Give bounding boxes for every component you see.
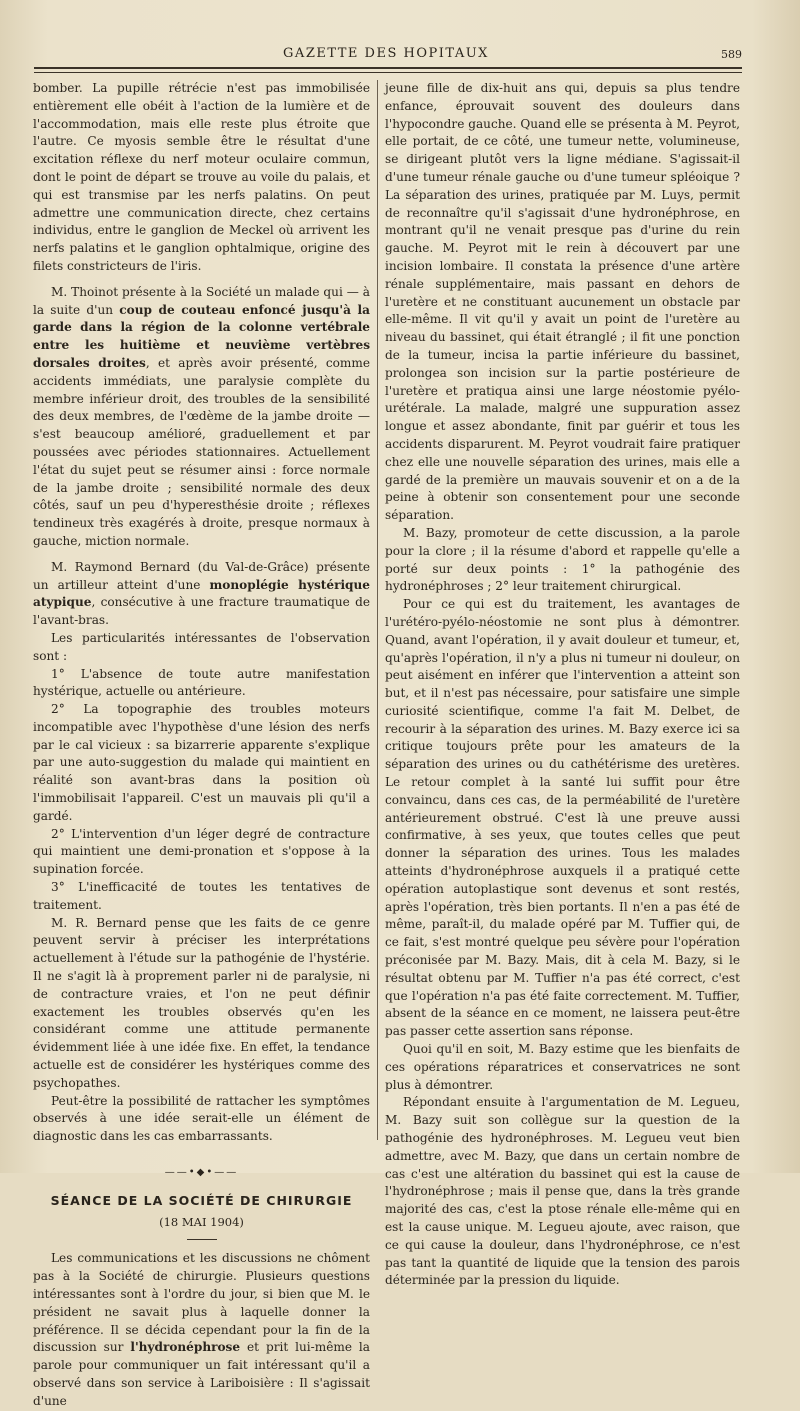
- section-header: [33, 1164, 370, 1240]
- left-column: [33, 80, 370, 1411]
- bold-phrase: coup de couteau enfoncé jusqu'à la garde dans la région de la colonne vertébrale entre les huitième et neuvième vertèbres dorsales droites: [33, 302, 370, 370]
- paragraph-text: , et après avoir présenté, comme accidents immédiats, une paralysie complète du membre inférieur droit, des troubles de la sensibilité des deux membres, de l'œdème de la jambe droite — s'est beaucoup amélioré, graduellement et par poussées avec périodes stationnaires. Actuellement l'état du sujet peut se résumer ainsi : force normale de la jambe droite ; sensibilité normale des deux côtés, sauf un peu d'hyperesthésie droite ; réflexes tendineux très exagérés à droite, presque normaux à gauche, miction normale.: [33, 355, 370, 548]
- paragraph: Quoi qu'il en soit, M. Bazy estime que les bienfaits de ces opérations réparatrices et conservatrices ne sont plus à démontrer.: [385, 1042, 740, 1092]
- paragraph: M. Bazy, promoteur de cette discussion, a la parole pour la clore ; il la résume d'abord et rappelle qu'elle a porté sur deux points : 1° la pathogénie des hydronéphroses ; 2° leur traitement chirurgical.: [385, 525, 740, 594]
- section-date: (18 MAI 1904): [159, 1214, 244, 1229]
- paragraph: M. R. Bernard pense que les faits de ce genre peuvent servir à préciser les interprétations actuellement à l'étude sur la pathogénie de l'hystérie. Il ne s'agit là à proprement parler ni de paralysie, ni de contracture vraies, et l'on ne peut définir exactement les troubles observés qu'en les considérant comme une attitude permanente évidemment liée à une idée fixe. En effet, la tendance actuelle est de considérer les hystériques comme des psychopathes.: [33, 915, 370, 1090]
- short-rule: [187, 1239, 217, 1240]
- paragraph: Répondant ensuite à l'argumentation de M. Legueu, M. Bazy suit son collègue sur la question de la pathogénie des hydronéphroses. M. Legueu veut bien admettre, avec M. Bazy, que dans un certain nombre de cas c'est une altération du bassinet qui est la cause de l'hydronéphrose ; mais il pense que, dans la très grande majorité des cas, c'est la ptose rénale elle-même qui en est la cause unique. M. Legueu ajoute, avec raison, que ce qui cause la douleur, dans l'hydronéphrose, ce n'est pas tant la quantité de liquide que la tension des parois déterminée par la pression du liquide.: [385, 1095, 740, 1288]
- paragraph-text: M. Thoinot présente à la Société un malade qui — à la suite d'un: [33, 284, 370, 317]
- page-number: 589: [721, 48, 742, 61]
- paragraph-text: M. Raymond Bernard (du Val-de-Grâce) présente un artilleur atteint d'une: [33, 559, 370, 592]
- paragraph: Les particularités intéressantes de l'observation sont :: [33, 630, 370, 663]
- column-divider: [377, 80, 378, 1140]
- header-rule-thin: [34, 72, 742, 73]
- paragraph: [33, 559, 370, 630]
- paragraph: 2° La topographie des troubles moteurs incompatible avec l'hypothèse d'une lésion des nerfs par le cal vicieux : sa bizarrerie apparente s'explique par une auto-suggestion du malade qui maintient en réalité son avant-bras dans la position où l'immobilisait l'appareil. C'est un mauvais pli qu'il a gardé.: [33, 702, 370, 823]
- page-header: [30, 44, 742, 66]
- paragraph: jeune fille de dix-huit ans qui, depuis sa plus tendre enfance, éprouvait souvent des douleurs dans l'hypocondre gauche. Quand elle se présenta à M. Peyrot, elle portait, de ce côté, une tumeur nette, volumineuse, se dirigeant plutôt vers la ligne médiane. S'agissait-il d'une tumeur rénale gauche ou d'une tumeur spléoique ? La séparation des urines, pratiquée par M. Luys, permit de reconnaître qu'il s'agissait d'une hydronéphrose, en montrant qu'il ne venait presque pas d'urine du rein gauche. M. Peyrot mit le rein à découvert par une incision lombaire. Il constata la présence d'une artère rénale supplémentaire, mais passant en dehors de l'uretère et ne constituant aucunement un obstacle par elle-même. Il vit qu'il y avait un point de l'uretère au niveau du bassinet, qui était étranglé ; il fit une ponction de la tumeur, incisa la partie inférieure du bassinet, prolongea son incision sur la partie postérieure de l'uretère et pratiqua ainsi une large néostomie pyélo-urétérale. La malade, malgré une suppuration assez longue et assez abondante, finit par guérir et tous les accidents disparurent. M. Peyrot voudrait faire pratiquer chez elle une nouvelle séparation des urines, mais elle a gardé de la première un mauvais souvenir et on a de la peine à obtenir son consentement pour une seconde séparation.: [385, 81, 740, 523]
- paragraph: [33, 1250, 370, 1410]
- ornament: ——•◆•——: [164, 1167, 239, 1179]
- paragraph: 2° L'intervention d'un léger degré de contracture qui maintient une demi-pronation et s'oppose à la supination forcée.: [33, 826, 370, 877]
- section-heading: SÉANCE DE LA SOCIÉTÉ DE CHIRURGIE: [50, 1192, 353, 1208]
- paragraph: Peut-être la possibilité de rattacher les symptômes observés à une idée serait-elle un élément de diagnostic dans les cas embarrassants.: [33, 1093, 370, 1144]
- bold-phrase: monoplégie hystérique atypique: [33, 577, 370, 610]
- bold-phrase: l'hydronéphrose: [130, 1340, 241, 1355]
- paragraph: bomber. La pupille rétrécie n'est pas immobilisée entièrement elle obéit à l'action de la lumière et de l'accommodation, mais elle reste plus étroite que l'autre. Ce myosis semble être le résultat d'une excitation réflexe du nerf moteur oculaire commun, dont le point de départ se trouve au voile du palais, et qui est transmise par les nerfs palatins. On peut admettre une communication directe, chez certains individus, entre le ganglion de Meckel où arrivent les nerfs palatins et le ganglion ophtalmique, origine des filets constricteurs de l'iris.: [33, 81, 370, 273]
- header-rule-thick: [34, 67, 742, 69]
- paragraph-text: et prit lui-même la parole pour communiquer un fait intéressant qu'il a observé dans son service à Lariboisière : Il s'agissait d'une: [33, 1340, 370, 1408]
- paragraph-text: Les communications et les discussions ne chôment pas à la Société de chirurgie. Plusieurs questions intéressantes sont à l'ordre du jour, si bien que M. le président ne savait plus à laquelle donner la préférence. Il se décida cependant pour la fin de la discussion sur: [33, 1251, 370, 1355]
- paragraph: Pour ce qui est du traitement, les avantages de l'urétéro-pyélo-néostomie ne sont plus à démontrer. Quand, avant l'opération, il y avait douleur et tumeur, et, qu'après l'opération, il n'y a plus ni tumeur ni douleur, on peut aisément en inférer que l'intervention a atteint son but, et il n'est pas nécessaire, pour satisfaire une simple curiosité scientifique, comme l'a fait M. Delbet, de recourir à la séparation des urines. M. Bazy exerce ici sa critique toujours prête pour les amateurs de la séparation des urines ou du cathétérisme des uretères. Le retour complet à la santé lui suffit pour être convaincu, dans ces cas, de la perméabilité de l'uretère antérieurement obstrué. C'est là une preuve aussi confirmative, à ses yeux, que toutes celles que peut donner la séparation des urines. Tous les malades atteints d'hydronéphrose auxquels il a pratiqué cette opération autoplastique sont devenus et sont restés, après l'opération, très bien portants. Il n'en a pas été de même, paraît-il, du malade opéré par M. Tuffier qui, de ce fait, s'est montré quelque peu sévère pour l'opération préconisée par M. Bazy. Mais, dit à cela M. Bazy, si le résultat obtenu par M. Tuffier n'a pas été correct, c'est que l'opération n'a pas été faite correctement. M. Tuffier, absent de la séance en ce moment, ne laissera peut-être pas passer cette assertion sans réponse.: [385, 597, 740, 1039]
- journal-title: GAZETTE DES HOPITAUX: [283, 46, 489, 61]
- paragraph-text: , consécutive à une fracture traumatique de l'avant-bras.: [33, 595, 370, 628]
- paragraph: 3° L'inefficacité de toutes les tentatives de traitement.: [33, 880, 370, 912]
- right-column: [385, 80, 740, 1290]
- paragraph: 1° L'absence de toute autre manifestation hystérique, actuelle ou antérieure.: [33, 666, 370, 699]
- paragraph: [33, 284, 370, 551]
